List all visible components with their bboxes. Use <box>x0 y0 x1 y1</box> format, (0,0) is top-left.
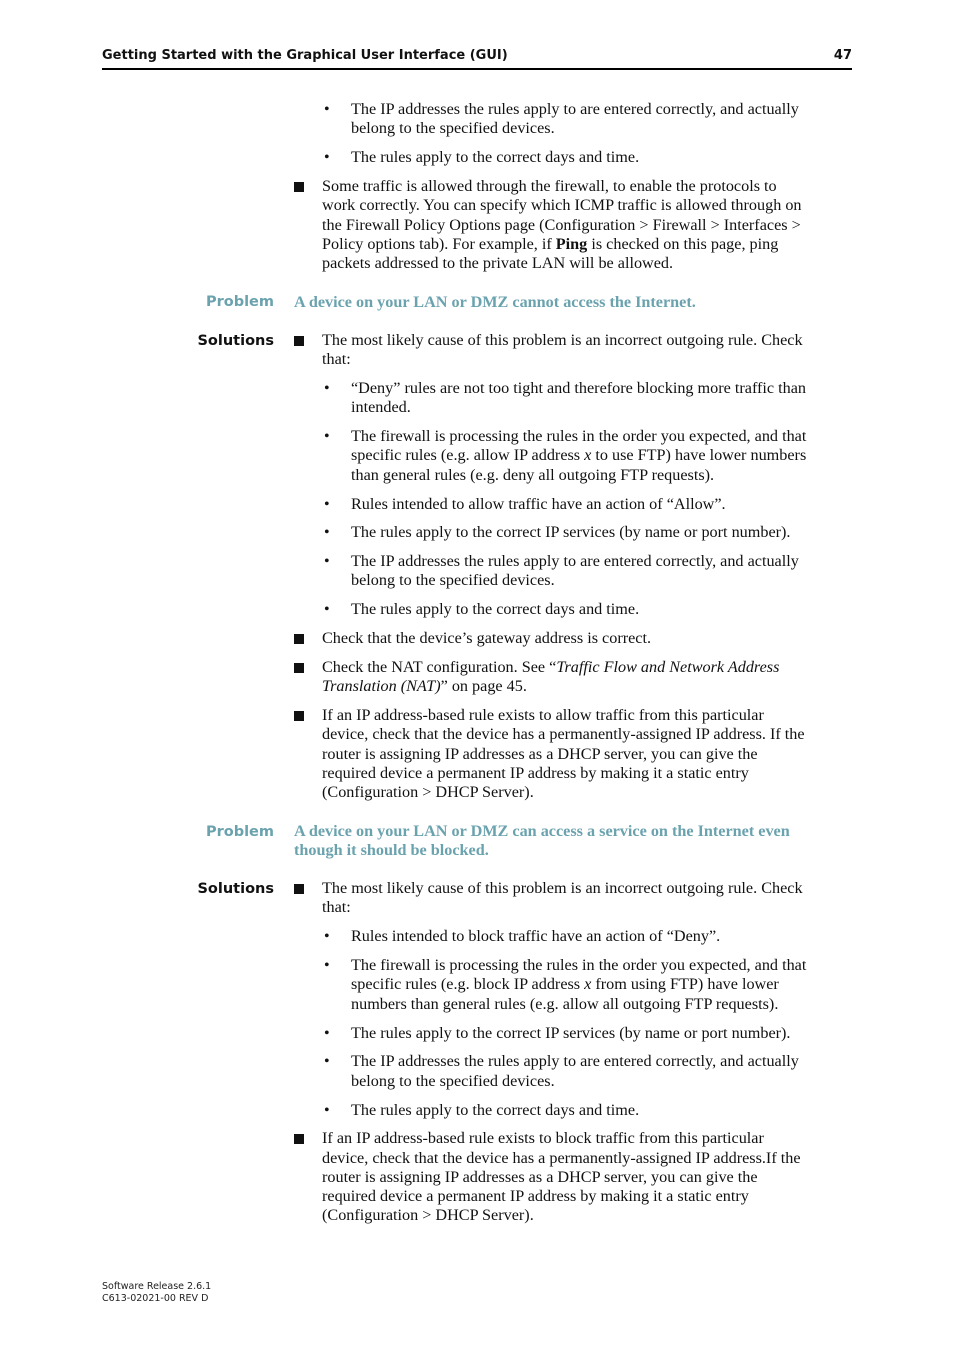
footer-release: Software Release 2.6.1 <box>102 1281 212 1292</box>
p1-item3-line-1: Check the NAT configuration. See “Traffic Flow and Network Address <box>322 658 780 676</box>
p2-bullet-4-line-1: The IP addresses the rules apply to are entered correctly, and actually <box>351 1052 799 1070</box>
square-bullet <box>294 336 304 346</box>
p2-bullet-3: The rules apply to the correct IP services (by name or port number). <box>351 1024 791 1042</box>
p1-item1-line-1: The most likely cause of this problem is an incorrect outgoing rule. Check <box>322 331 803 349</box>
intro-bullet-1-line-1: The IP addresses the rules apply to are entered correctly, and actually <box>351 100 799 118</box>
problem-label: Problem <box>205 294 274 310</box>
intro-bullet-1-line-2: belong to the specified devices. <box>351 119 555 137</box>
bullet-dot: • <box>324 524 330 541</box>
page-number: 47 <box>833 48 852 63</box>
p2-bullet-1: Rules intended to block traffic have an action of “Deny”. <box>351 927 721 945</box>
bullet-dot: • <box>324 428 330 445</box>
square-bullet <box>294 711 304 721</box>
problem-title: A device on your LAN or DMZ cannot access the Internet. <box>294 293 696 311</box>
intro-item-line-4: Policy options tab). For example, if Ping is checked on this page, ping <box>322 235 779 253</box>
intro-item-line-3: the Firewall Policy Options page (Configuration > Firewall > Interfaces > <box>322 216 801 234</box>
p1-item4-line-2: device, check that the device has a permanently-assigned IP address. If the <box>322 725 805 743</box>
p1-item4-line-5: (Configuration > DHCP Server). <box>322 783 534 801</box>
p1-bullet-1-line-2: intended. <box>351 398 411 416</box>
p1-item2: Check that the device’s gateway address is correct. <box>322 629 652 647</box>
square-bullet <box>294 634 304 644</box>
square-bullet <box>294 1134 304 1144</box>
intro-item-line-5: packets addressed to the private LAN will be allowed. <box>322 254 674 272</box>
bullet-dot: • <box>324 1025 330 1042</box>
p1-bullet-2-line-1: The firewall is processing the rules in the order you expected, and that <box>351 427 807 445</box>
p1-bullet-5-line-2: belong to the specified devices. <box>351 571 555 589</box>
p1-bullet-2-line-2: specific rules (e.g. allow IP address x to use FTP) have lower numbers <box>351 446 807 464</box>
p2-bullet-2-line-2: specific rules (e.g. block IP address x from using FTP) have lower <box>351 975 779 993</box>
ping-bold: Ping <box>555 235 588 253</box>
p1-bullet-2-line-3: than general rules (e.g. deny all outgoing FTP requests). <box>351 466 715 484</box>
p1-item4-line-1: If an IP address-based rule exists to allow traffic from this particular <box>322 706 764 724</box>
p1-bullet-4: The rules apply to the correct IP services (by name or port number). <box>351 523 791 541</box>
p1-bullet-3: Rules intended to allow traffic have an action of “Allow”. <box>351 495 726 513</box>
p1-item1-line-2: that: <box>322 350 351 368</box>
p2-bullet-5: The rules apply to the correct days and time. <box>351 1101 640 1119</box>
bullet-dot: • <box>324 1053 330 1070</box>
p1-item3-line-2: Translation (NAT)” on page 45. <box>322 677 527 695</box>
intro-item-line-2: work correctly. You can specify which ICMP traffic is allowed through on <box>322 196 802 214</box>
footer-doc-id: C613-02021-00 REV D <box>102 1292 209 1304</box>
bullet-dot: • <box>324 1102 330 1119</box>
nat-link[interactable]: Traffic Flow and Network Address <box>556 658 780 676</box>
bullet-dot: • <box>324 496 330 513</box>
p2-bullet-4-line-2: belong to the specified devices. <box>351 1072 555 1090</box>
p2-item2-line-5: (Configuration > DHCP Server). <box>322 1206 534 1224</box>
solutions-label: Solutions <box>197 881 274 897</box>
p1-bullet-1-line-1: “Deny” rules are not too tight and therefore blocking more traffic than <box>351 379 807 397</box>
problem-title-line-1: A device on your LAN or DMZ can access a service on the Internet even <box>294 822 790 840</box>
bullet-dot: • <box>324 553 330 570</box>
solutions-label: Solutions <box>197 333 274 349</box>
square-bullet <box>294 884 304 894</box>
p1-item4-line-3: router is assigning IP addresses as a DHCP server, you can give the <box>322 745 758 763</box>
p2-bullet-2-line-1: The firewall is processing the rules in the order you expected, and that <box>351 956 807 974</box>
p2-item2-line-1: If an IP address-based rule exists to block traffic from this particular <box>322 1129 764 1147</box>
header-title: Getting Started with the Graphical User Interface (GUI) <box>102 48 508 63</box>
p2-bullet-2-line-3: numbers than general rules (e.g. allow all outgoing FTP requests). <box>351 995 779 1013</box>
bullet-dot: • <box>324 101 330 118</box>
p2-item1-line-1: The most likely cause of this problem is an incorrect outgoing rule. Check <box>322 879 803 897</box>
p2-item2-line-4: required device a permanent IP address by making it a static entry <box>322 1187 749 1205</box>
p2-item1-line-2: that: <box>322 898 351 916</box>
bullet-dot: • <box>324 380 330 397</box>
p1-item4-line-4: required device a permanent IP address by making it a static entry <box>322 764 749 782</box>
problem-label: Problem <box>205 824 274 840</box>
bullet-dot: • <box>324 928 330 945</box>
page-footer <box>102 1281 211 1304</box>
p2-item2-line-3: router is assigning IP addresses as a DHCP server, you can give the <box>322 1168 758 1186</box>
nat-link-cont[interactable]: Translation (NAT) <box>322 677 441 695</box>
p1-bullet-6: The rules apply to the correct days and time. <box>351 600 640 618</box>
bullet-dot: • <box>324 601 330 618</box>
p1-bullet-5-line-1: The IP addresses the rules apply to are entered correctly, and actually <box>351 552 799 570</box>
intro-item-line-1: Some traffic is allowed through the firewall, to enable the protocols to <box>322 177 777 195</box>
square-bullet <box>294 663 304 673</box>
intro-bullet-2-line-1: The rules apply to the correct days and time. <box>351 148 640 166</box>
problem-title-line-2: though it should be blocked. <box>294 841 489 859</box>
page-header <box>102 47 852 70</box>
bullet-dot: • <box>324 149 330 166</box>
square-bullet <box>294 182 304 192</box>
p2-item2-line-2: device, check that the device has a permanently-assigned IP address.If the <box>322 1149 801 1167</box>
bullet-dot: • <box>324 957 330 974</box>
